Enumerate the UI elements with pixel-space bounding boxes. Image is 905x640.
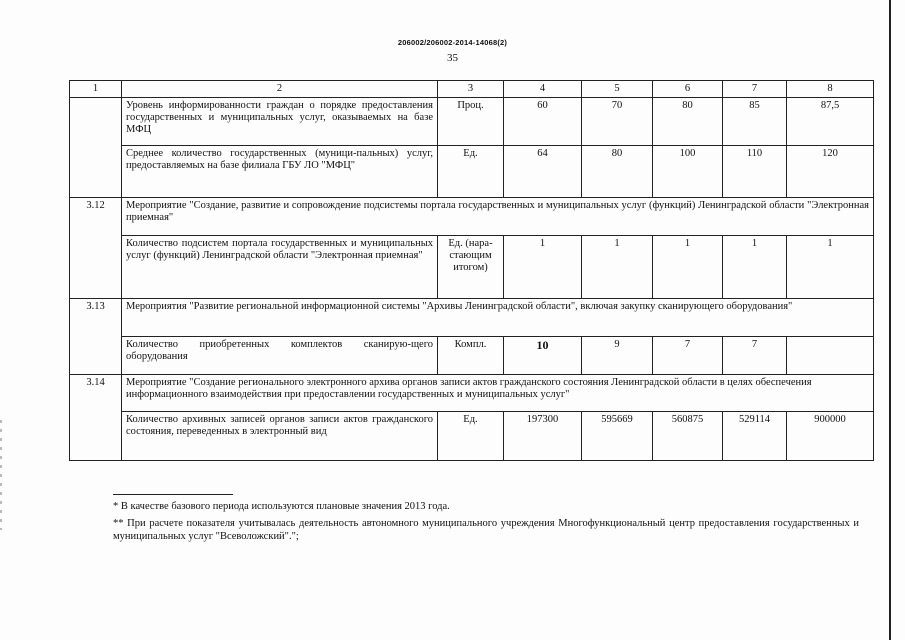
- indicator-name: Количество приобретенных комплектов сканирую-щего оборудования: [122, 337, 438, 375]
- table-row: [70, 236, 874, 299]
- value-cell: 110: [723, 146, 787, 198]
- indicators-table: [69, 80, 874, 461]
- value-cell: 80: [582, 146, 653, 198]
- value-cell: 87,5: [787, 98, 874, 146]
- event-title: Мероприятие "Создание, развитие и сопровождение подсистемы портала государственных и муниципальных услуг (функций) Ленинградской области "Электронная приемная": [122, 198, 874, 236]
- table-row: [70, 299, 874, 337]
- page-number: 35: [447, 52, 458, 64]
- column-header: 3: [438, 81, 504, 98]
- table-row: [70, 98, 874, 146]
- unit-cell: Ед. (нара-стающим итогом): [438, 236, 504, 299]
- value-cell: 900000: [787, 412, 874, 461]
- table-row: [70, 375, 874, 412]
- unit-cell: Ед.: [438, 146, 504, 198]
- value-cell: 197300: [504, 412, 582, 461]
- column-header: 6: [653, 81, 723, 98]
- table-row: [70, 146, 874, 198]
- value-cell: 1: [723, 236, 787, 299]
- column-header: 7: [723, 81, 787, 98]
- indicator-name: Количество подсистем портала государственных и муниципальных услуг (функций) Ленинградской области "Электронная приемная": [122, 236, 438, 299]
- row-number-cell: 3.13: [70, 299, 122, 375]
- column-header: 5: [582, 81, 653, 98]
- value-cell: 70: [582, 98, 653, 146]
- indicator-name: Уровень информированности граждан о порядке предоставления государственных и муниципальных услуг, оказываемых на базе МФЦ: [122, 98, 438, 146]
- value-cell: 64: [504, 146, 582, 198]
- value-cell: [787, 337, 874, 375]
- column-header: 8: [787, 81, 874, 98]
- event-title: Мероприятие "Создание регионального электронного архива органов записи актов гражданского состояния Ленинградской области в целях обеспечения информационного взаимодействия при предоставлении государственных и муниципальных услуг": [122, 375, 874, 412]
- header-row: [70, 81, 874, 98]
- value-cell: 1: [653, 236, 723, 299]
- value-cell: 120: [787, 146, 874, 198]
- value-cell: 529114: [723, 412, 787, 461]
- indicator-name: Среднее количество государственных (муници-пальных) услуг, предоставляемых на базе филиала ГБУ ЛО "МФЦ": [122, 146, 438, 198]
- footnote-1: * В качестве базового периода используются плановые значения 2013 года.: [113, 501, 450, 512]
- footnote-2: ** При расчете показателя учитывалась деятельность автономного муниципального учреждения Многофункциональный центр предоставления государственных и муниципальных услуг "Всеволожский".";: [113, 518, 859, 542]
- value-cell: 10: [504, 337, 582, 375]
- value-cell: 595669: [582, 412, 653, 461]
- table-row: [70, 198, 874, 236]
- row-number-cell: 3.12: [70, 198, 122, 299]
- row-number-cell: [70, 98, 122, 198]
- value-cell: 85: [723, 98, 787, 146]
- scan-artifact: [0, 420, 2, 530]
- value-cell: 1: [504, 236, 582, 299]
- column-header: 1: [70, 81, 122, 98]
- footnote-separator: [113, 494, 233, 495]
- document-id: 206002/206002-2014-14068(2): [397, 38, 508, 47]
- value-cell: 9: [582, 337, 653, 375]
- value-cell: 560875: [653, 412, 723, 461]
- unit-cell: Компл.: [438, 337, 504, 375]
- unit-cell: Ед.: [438, 412, 504, 461]
- table-row: [70, 412, 874, 461]
- row-number-cell: 3.14: [70, 375, 122, 461]
- unit-cell: Проц.: [438, 98, 504, 146]
- value-cell: 60: [504, 98, 582, 146]
- value-cell: 1: [582, 236, 653, 299]
- indicator-name: Количество архивных записей органов записи актов гражданского состояния, переведенных в электронный вид: [122, 412, 438, 461]
- page-edge: [889, 0, 891, 640]
- value-cell: 7: [653, 337, 723, 375]
- value-cell: 100: [653, 146, 723, 198]
- value-cell: 80: [653, 98, 723, 146]
- value-cell: 7: [723, 337, 787, 375]
- value-cell: 1: [787, 236, 874, 299]
- column-header: 2: [122, 81, 438, 98]
- column-header: 4: [504, 81, 582, 98]
- table-row: [70, 337, 874, 375]
- event-title: Мероприятия "Развитие региональной информационной системы "Архивы Ленинградской области", включая закупку сканирующего оборудования": [122, 299, 874, 337]
